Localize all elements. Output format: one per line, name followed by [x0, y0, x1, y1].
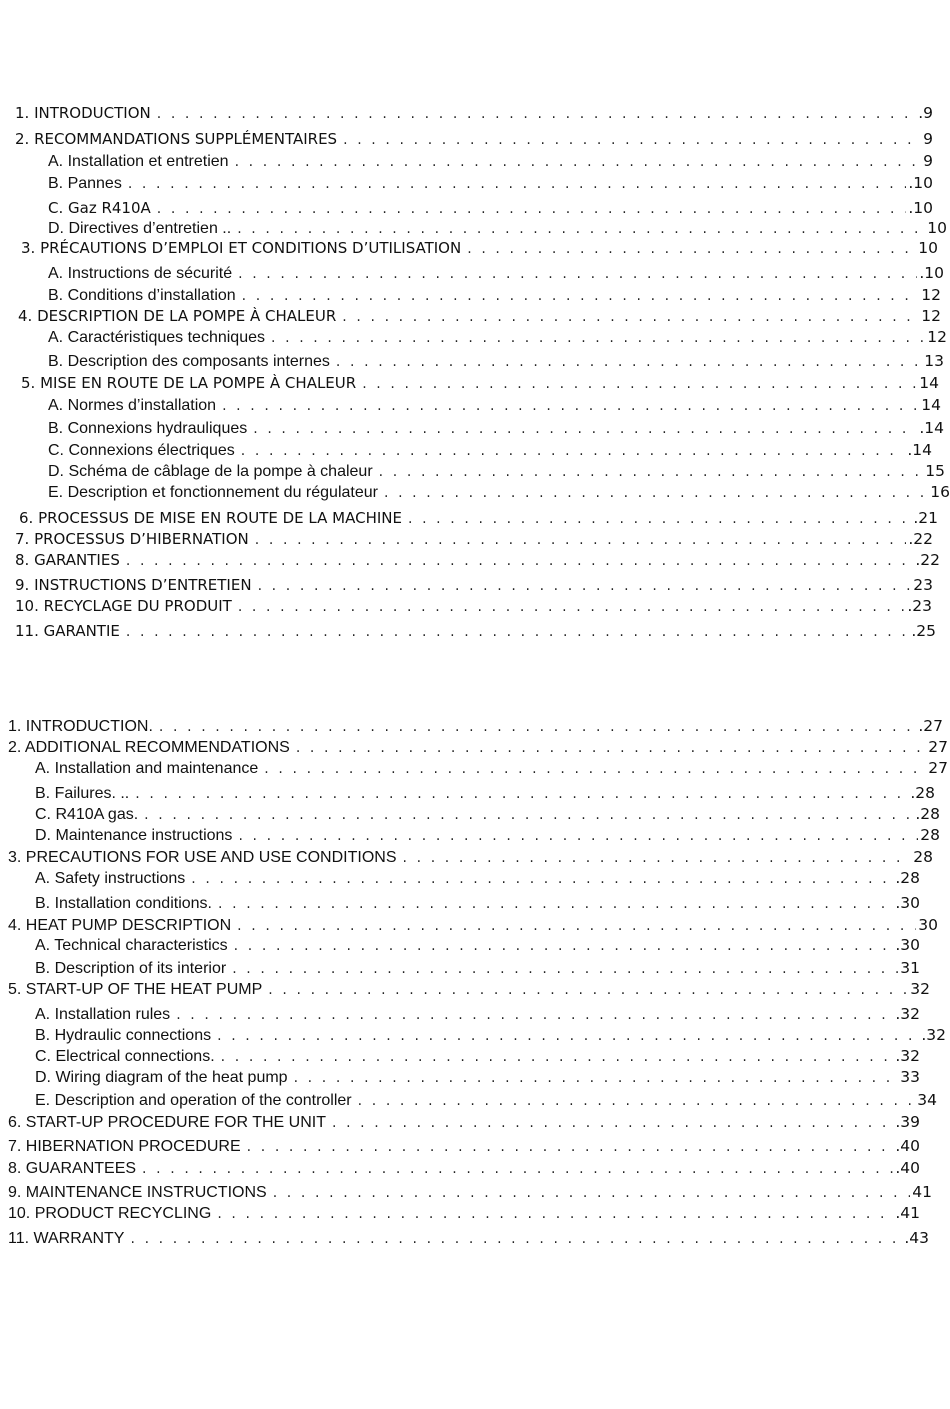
- toc-entry[interactable]: [15, 575, 933, 595]
- toc-entry-label: B. Installation conditions.: [35, 895, 212, 912]
- toc-entry-label: B. Pannes: [48, 175, 122, 192]
- toc-entry-page: 23: [913, 576, 933, 594]
- toc-entry-label: 10. PRODUCT RECYCLING: [8, 1205, 212, 1222]
- toc-entry[interactable]: [8, 1112, 920, 1132]
- toc-entry-label: A. Installation and maintenance: [35, 760, 259, 777]
- toc-leader-dots: [273, 1183, 911, 1202]
- toc-leader-dots: [343, 130, 921, 149]
- toc-leader-dots: [238, 264, 917, 283]
- toc-entry-label: B. Description des composants internes: [48, 353, 330, 370]
- toc-entry-label: 7. HIBERNATION PROCEDURE: [8, 1138, 241, 1155]
- toc-entry-label: B. Failures. ..: [35, 785, 130, 802]
- toc-entry-page: 27: [928, 738, 948, 756]
- toc-entry-page: .23: [907, 597, 932, 615]
- toc-entry-label: A. Installation rules: [35, 1006, 171, 1023]
- toc-entry[interactable]: [35, 1090, 937, 1110]
- toc-entry[interactable]: [35, 1046, 920, 1066]
- toc-entry[interactable]: [35, 825, 940, 845]
- toc-entry[interactable]: [48, 173, 933, 193]
- toc-entry[interactable]: [8, 716, 943, 736]
- toc-leader-dots: [258, 576, 912, 595]
- toc-entry-label: A. Technical characteristics: [35, 937, 228, 954]
- toc-entry-page: .39: [895, 1113, 920, 1131]
- toc-entry[interactable]: [15, 529, 933, 549]
- toc-entry-label: A. Installation et entretien: [48, 153, 229, 170]
- toc-entry-page: .32: [895, 1047, 920, 1065]
- toc-entry-page: .22: [908, 530, 933, 548]
- toc-entry[interactable]: [21, 238, 938, 258]
- toc-entry-label: D. Directives d’entretien ..: [48, 220, 232, 237]
- toc-entry[interactable]: [35, 1004, 920, 1024]
- toc-entry[interactable]: [15, 129, 933, 149]
- toc-entry-label: 5. MISE EN ROUTE DE LA POMPE À CHALEUR: [21, 374, 357, 392]
- toc-entry-label: 1. INTRODUCTION: [15, 104, 151, 122]
- toc-entry[interactable]: [8, 915, 938, 935]
- toc-entry-page: 9: [923, 130, 933, 148]
- toc-entry-label: 9. INSTRUCTIONS D’ENTRETIEN: [15, 576, 252, 594]
- toc-leader-dots: [342, 307, 919, 326]
- toc-entry[interactable]: [35, 1025, 946, 1045]
- toc-entry-page: .9: [918, 104, 933, 122]
- toc-entry-page: 32: [910, 980, 930, 998]
- toc-entry-page: .41: [895, 1204, 920, 1222]
- toc-entry[interactable]: [48, 151, 933, 171]
- toc-entry[interactable]: [8, 979, 930, 999]
- toc-entry-page: .14: [907, 441, 932, 459]
- toc-entry-page: .43: [904, 1229, 929, 1247]
- toc-leader-dots: [159, 717, 916, 736]
- toc-leader-dots: [217, 1026, 919, 1045]
- toc-entry-page: 33: [900, 1068, 920, 1086]
- toc-entry-page: 28: [913, 848, 933, 866]
- toc-leader-dots: [232, 959, 898, 978]
- toc-entry-label: 9. MAINTENANCE INSTRUCTIONS: [8, 1184, 267, 1201]
- toc-leader-dots: [247, 1137, 894, 1156]
- toc-leader-dots: [130, 1229, 902, 1248]
- toc-entry[interactable]: [15, 103, 933, 123]
- toc-leader-dots: [217, 1204, 893, 1223]
- toc-entry-label: 10. RECYCLAGE DU PRODUIT: [15, 597, 232, 615]
- toc-leader-dots: [135, 784, 908, 803]
- toc-entry-label: B. Connexions hydrauliques: [48, 420, 248, 437]
- toc-entry-label: 3. PRECAUTIONS FOR USE AND USE CONDITIONS: [8, 849, 397, 866]
- toc-entry-page: 14: [919, 374, 939, 392]
- toc-entry-page: .32: [895, 1005, 920, 1023]
- toc-entry-label: 6. PROCESSUS DE MISE EN ROUTE DE LA MACHINE: [19, 509, 402, 527]
- toc-entry[interactable]: [48, 263, 944, 283]
- toc-leader-dots: [128, 174, 907, 193]
- toc-entry[interactable]: [21, 373, 939, 393]
- toc-entry[interactable]: [48, 285, 941, 305]
- toc-leader-dots: [332, 1113, 893, 1132]
- toc-entry[interactable]: [48, 218, 947, 238]
- toc-entry[interactable]: [35, 935, 920, 955]
- toc-entry[interactable]: [48, 351, 944, 371]
- toc-leader-dots: [238, 826, 918, 845]
- toc-entry[interactable]: [48, 395, 941, 415]
- toc-leader-dots: [222, 396, 919, 415]
- toc-entry-page: .27: [918, 717, 943, 735]
- toc-entry-label: C. Electrical connections.: [35, 1048, 215, 1065]
- toc-leader-dots: [242, 286, 920, 305]
- toc-leader-dots: [237, 219, 925, 238]
- toc-leader-dots: [336, 352, 922, 371]
- toc-leader-dots: [264, 759, 926, 778]
- toc-entry-page: .28: [910, 784, 935, 802]
- toc-entry-label: 1. INTRODUCTION.: [8, 718, 153, 735]
- toc-entry-label: 8. GUARANTEES: [8, 1160, 137, 1177]
- toc-entry-page: 14: [921, 396, 941, 414]
- toc-leader-dots: [241, 441, 906, 460]
- toc-leader-dots: [271, 328, 925, 347]
- toc-entry[interactable]: [18, 306, 941, 326]
- toc-entry[interactable]: [48, 198, 933, 218]
- toc-entry[interactable]: [8, 1136, 920, 1156]
- toc-leader-dots: [126, 622, 909, 641]
- toc-leader-dots: [408, 509, 911, 528]
- toc-entry-label: A. Normes d’installation: [48, 397, 217, 414]
- toc-entry-label: E. Description and operation of the controller: [35, 1092, 352, 1109]
- toc-entry-page: 15: [925, 462, 945, 480]
- toc-entry-label: B. Description of its interior: [35, 960, 227, 977]
- toc-entry[interactable]: [8, 1228, 929, 1248]
- toc-entry-label: C. R410A gas.: [35, 806, 139, 823]
- toc-leader-dots: [218, 894, 893, 913]
- toc-leader-dots: [237, 916, 916, 935]
- toc-entry-label: 6. START-UP PROCEDURE FOR THE UNIT: [8, 1114, 326, 1131]
- toc-entry-page: .25: [911, 622, 936, 640]
- toc-entry-label: 8. GARANTIES: [15, 551, 120, 569]
- toc-leader-dots: [379, 462, 924, 481]
- toc-leader-dots: [235, 152, 922, 171]
- toc-entry-page: .32: [921, 1026, 946, 1044]
- toc-entry-label: 4. HEAT PUMP DESCRIPTION: [8, 917, 232, 934]
- toc-entry-label: A. Caractéristiques techniques: [48, 329, 265, 346]
- toc-leader-dots: [253, 419, 917, 438]
- toc-entry[interactable]: [35, 1067, 920, 1087]
- toc-entry-label: 3. PRÉCAUTIONS D’EMPLOI ET CONDITIONS D’UTILISATION: [21, 239, 462, 257]
- toc-entry-label: D. Schéma de câblage de la pompe à chaleur: [48, 463, 373, 480]
- toc-entry-label: 4. DESCRIPTION DE LA POMPE À CHALEUR: [18, 307, 337, 325]
- toc-entry-page: .10: [908, 174, 933, 192]
- toc-entry-label: 11. GARANTIE: [15, 622, 120, 640]
- toc-entry-page: .14: [919, 419, 944, 437]
- toc-entry-page: .10: [919, 264, 944, 282]
- toc-entry-page: .40: [895, 1137, 920, 1155]
- toc-entry-label: 2. RECOMMANDATIONS SUPPLÉMENTAIRES: [15, 130, 338, 148]
- toc-entry-page: 16: [930, 483, 950, 501]
- toc-entry-label: 7. PROCESSUS D’HIBERNATION: [15, 530, 249, 548]
- toc-leader-dots: [358, 1091, 916, 1110]
- toc-entry[interactable]: [48, 440, 932, 460]
- toc-entry-label: 2. ADDITIONAL RECOMMENDATIONS: [8, 739, 290, 756]
- toc-leader-dots: [126, 551, 913, 570]
- toc-leader-dots: [255, 530, 907, 549]
- toc-entry-label: 5. START-UP OF THE HEAT PUMP: [8, 981, 263, 998]
- toc-entry-page: .10: [908, 199, 933, 217]
- toc-entry-page: 31: [900, 959, 920, 977]
- toc-entry-page: 41: [912, 1183, 932, 1201]
- toc-leader-dots: [268, 980, 908, 999]
- toc-entry-page: .28: [915, 805, 940, 823]
- toc-entry[interactable]: [8, 847, 933, 867]
- toc-entry[interactable]: [15, 596, 932, 616]
- toc-entry[interactable]: [8, 737, 948, 757]
- toc-leader-dots: [384, 483, 928, 502]
- toc-entry[interactable]: [48, 482, 950, 502]
- toc-entry-page: .30: [895, 894, 920, 912]
- toc-entry[interactable]: [35, 868, 920, 888]
- toc-entry[interactable]: [8, 1182, 932, 1202]
- toc-entry-label: C. Gaz R410A: [48, 199, 151, 217]
- toc-entry-page: 28: [920, 826, 940, 844]
- toc-entry-label: D. Wiring diagram of the heat pump: [35, 1069, 288, 1086]
- toc-entry-label: D. Maintenance instructions: [35, 827, 233, 844]
- toc-entry-label: A. Instructions de sécurité: [48, 265, 233, 282]
- toc-leader-dots: [157, 199, 907, 218]
- toc-entry[interactable]: [48, 418, 944, 438]
- toc-leader-dots: [294, 1068, 899, 1087]
- toc-entry[interactable]: [8, 1203, 920, 1223]
- toc-leader-dots: [238, 597, 906, 616]
- toc-leader-dots: [191, 869, 893, 888]
- toc-entry-page: 10: [918, 239, 938, 257]
- toc-entry-page: 27: [928, 759, 948, 777]
- toc-entry-label: B. Conditions d’installation: [48, 287, 236, 304]
- toc-entry-label: B. Hydraulic connections: [35, 1027, 212, 1044]
- toc-entry-page: 13: [924, 352, 944, 370]
- toc-entry-label: A. Safety instructions: [35, 870, 186, 887]
- toc-entry-page: 9: [923, 152, 933, 170]
- toc-entry-page: .22: [915, 551, 940, 569]
- toc-entry-page: 34: [917, 1091, 937, 1109]
- toc-entry[interactable]: [15, 621, 936, 641]
- toc-entry[interactable]: [48, 327, 947, 347]
- toc-leader-dots: [467, 239, 916, 258]
- toc-entry[interactable]: [35, 958, 920, 978]
- toc-entry[interactable]: [19, 508, 938, 528]
- toc-leader-dots: [157, 104, 916, 123]
- toc-leader-dots: [296, 738, 926, 757]
- toc-leader-dots: [403, 848, 912, 867]
- toc-entry[interactable]: [35, 783, 935, 803]
- toc-entry-page: 10: [927, 219, 947, 237]
- toc-leader-dots: [362, 374, 917, 393]
- toc-entry-label: C. Connexions électriques: [48, 442, 235, 459]
- toc-entry[interactable]: [15, 550, 940, 570]
- toc-entry[interactable]: [48, 461, 945, 481]
- toc-entry[interactable]: [8, 1158, 920, 1178]
- toc-entry-page: .30: [895, 936, 920, 954]
- toc-entry-page: .28: [895, 869, 920, 887]
- toc-entry[interactable]: [35, 804, 940, 824]
- toc-entry-label: 11. WARRANTY: [8, 1230, 125, 1247]
- toc-entry-page: 12: [921, 307, 941, 325]
- toc-entry[interactable]: [35, 893, 920, 913]
- toc-entry-page: 30: [918, 916, 938, 934]
- toc-entry-page: 12: [927, 328, 947, 346]
- toc-leader-dots: [142, 1159, 893, 1178]
- toc-entry-page: 12: [921, 286, 941, 304]
- toc-entry-page: .40: [895, 1159, 920, 1177]
- toc-entry-label: E. Description et fonctionnement du régulateur: [48, 484, 378, 501]
- toc-leader-dots: [144, 805, 913, 824]
- toc-leader-dots: [234, 936, 894, 955]
- toc-entry-page: .21: [913, 509, 938, 527]
- toc-leader-dots: [176, 1005, 893, 1024]
- toc-leader-dots: [221, 1047, 894, 1066]
- toc-entry[interactable]: [35, 758, 948, 778]
